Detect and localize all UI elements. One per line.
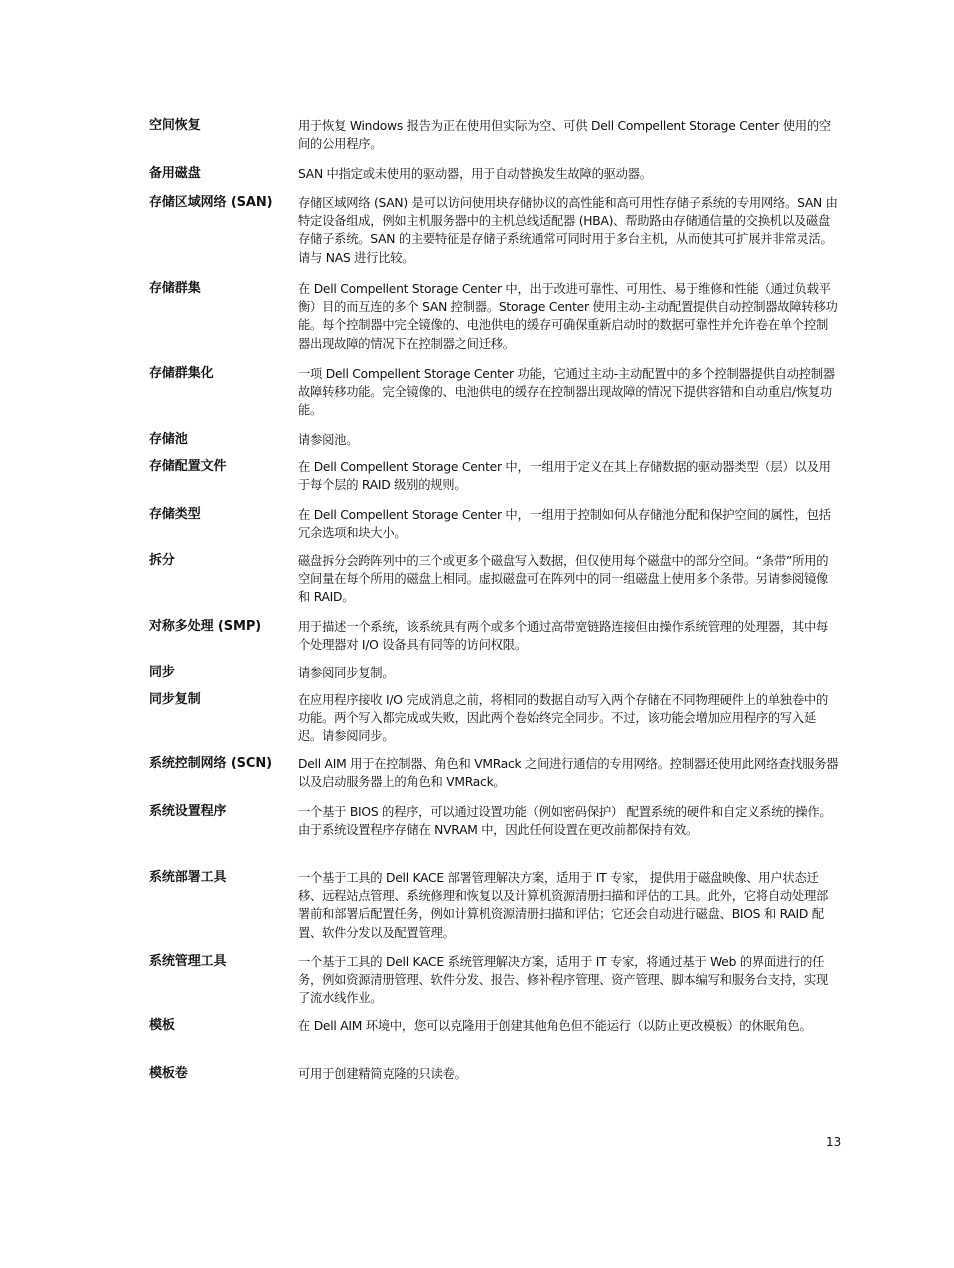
glossary-definition: 在 Dell Compellent Storage Center 中，出于改进可靠性、可用性、易于维修和性能（通过负载平衡）目的而互连的多个 SAN 控制器。Storage Center 使用主动-主动配置提供自动控制器故障转移功能。每个控制器中完全镜像的、电池供电的缓存可确保重新启动时的数据可靠性并允许卷在单个控制器出现故障的情况下在控制器之间迁移。 [298, 282, 838, 351]
glossary-definition: Dell AIM 用于在控制器、角色和 VMRack 之间进行通信的专用网络。控制器还使用此网络查找服务器以及启动服务器上的角色和 VMRack。 [298, 757, 839, 790]
glossary-definition: 一个基于工具的 Dell KACE 部署管理解决方案，适用于 IT 专家， 提供用于磁盘映像、用户状态迁移、远程站点管理、系统修理和恢复以及计算机资源清册扫描和评估的工具。此外，它将自动处理部署前和部署后配置任务，例如计算机资源清册扫描和评估；它还会自动进行磁盘、BIOS 和 RAID 配置、软件分发以及配置管理。 [298, 871, 829, 940]
glossary-entry [149, 953, 839, 1017]
glossary-entry [149, 194, 839, 280]
glossary-entry [149, 755, 839, 803]
glossary-entry [149, 165, 839, 194]
glossary-term: 系统部署工具 [149, 870, 227, 885]
glossary-term: 同步复制 [149, 692, 201, 707]
glossary-entry [149, 506, 839, 552]
glossary-entry [149, 552, 839, 618]
glossary-definition: 存储区域网络 (SAN) 是可以访问使用块存储协议的高性能和高可用性存储子系统的专用网络。SAN 由特定设备组成，例如主机服务器中的主机总线适配器 (HBA)、帮助路由存储通信量的交换机以及磁盘存储子系统。SAN 的主要特征是存储子系统通常可同时用于多台主机，从而使其可扩展并非常灵活。请与 NAS 进行比较。 [298, 196, 838, 265]
glossary-term: 存储群集 [149, 281, 201, 296]
glossary-definition: 一个基于工具的 Dell KACE 系统管理解决方案，适用于 IT 专家，将通过基于 Web 的界面进行的任务，例如资源清册管理、软件分发、报告、修补程序管理、资产管理、脚本编写和服务台支持，实现了流水线作业。 [298, 955, 829, 1006]
glossary-entry [149, 869, 839, 953]
glossary-term: 空间恢复 [149, 118, 201, 133]
glossary-term: 存储配置文件 [149, 459, 227, 474]
glossary-entry [149, 431, 839, 458]
glossary-term: 系统控制网络 (SCN) [149, 756, 272, 771]
glossary-term: 存储区域网络 (SAN) [149, 195, 273, 210]
glossary-term: 模板卷 [149, 1066, 188, 1081]
glossary-definition: 在 Dell Compellent Storage Center 中，一组用于控制如何从存储池分配和保护空间的属性，包括冗余选项和块大小。 [298, 508, 831, 541]
glossary-definition: 磁盘拆分会跨阵列中的三个或更多个磁盘写入数据，但仅使用每个磁盘中的部分空间。“条带”所用的空间量在每个所用的磁盘上相同。虚拟磁盘可在阵列中的同一组磁盘上使用多个条带。另请参阅镜像和 RAID。 [298, 554, 829, 605]
glossary-definition: 用于恢复 Windows 报告为正在使用但实际为空、可供 Dell Compellent Storage Center 使用的空间的公用程序。 [298, 119, 831, 152]
glossary-entry [149, 458, 839, 506]
glossary-entry [149, 1017, 839, 1065]
glossary-definition: 一项 Dell Compellent Storage Center 功能，它通过主动-主动配置中的多个控制器提供自动控制器故障转移功能。完全镜像的、电池供电的缓存在控制器出现故障的情况下提供容错和自动重启/恢复功能。 [298, 367, 835, 418]
glossary-term: 备用磁盘 [149, 166, 201, 181]
glossary-definition: 一个基于 BIOS 的程序，可以通过设置功能（例如密码保护） 配置系统的硬件和自定义系统的操作。由于系统设置程序存储在 NVRAM 中，因此任何设置在更改前都保持有效。 [298, 805, 832, 838]
glossary-definition: 用于描述一个系统，该系统具有两个或多个通过高带宽链路连接但由操作系统管理的处理器，其中每个处理器对 I/O 设备具有同等的访问权限。 [298, 620, 829, 653]
glossary-entry [149, 803, 839, 869]
glossary-term: 拆分 [149, 553, 175, 568]
glossary-term: 系统管理工具 [149, 954, 227, 969]
glossary-term: 存储类型 [149, 507, 201, 522]
glossary-definition: SAN 中指定或未使用的驱动器，用于自动替换发生故障的驱动器。 [298, 167, 652, 181]
glossary-definition: 请参阅池。 [298, 433, 359, 447]
glossary-definition: 在应用程序接收 I/O 完成消息之前，将相同的数据自动写入两个存储在不同物理硬件上的单独卷中的功能。两个写入都完成或失败，因此两个卷始终完全同步。不过，该功能会增加应用程序的写入延迟。请参阅同步。 [298, 693, 828, 744]
glossary-entry [149, 691, 839, 755]
glossary-term: 系统设置程序 [149, 804, 227, 819]
glossary-list [149, 117, 839, 1089]
glossary-entry [149, 280, 839, 365]
glossary-definition: 请参阅同步复制。 [298, 666, 395, 680]
glossary-definition: 在 Dell Compellent Storage Center 中，一组用于定义在其上存储数据的驱动器类型（层）以及用于每个层的 RAID 级别的规则。 [298, 460, 831, 493]
glossary-definition: 可用于创建精简克隆的只读卷。 [298, 1067, 467, 1081]
glossary-entry [149, 365, 839, 431]
glossary-term: 存储群集化 [149, 366, 214, 381]
page-number: 13 [826, 1135, 842, 1149]
glossary-definition: 在 Dell AIM 环境中，您可以克隆用于创建其他角色但不能运行（以防止更改模板）的休眠角色。 [298, 1019, 812, 1033]
glossary-term: 对称多处理 (SMP) [149, 619, 262, 634]
glossary-entry [149, 664, 839, 691]
glossary-term: 同步 [149, 665, 175, 680]
glossary-term: 模板 [149, 1018, 175, 1033]
glossary-entry [149, 1065, 839, 1089]
glossary-term: 存储池 [149, 432, 188, 447]
glossary-entry [149, 117, 839, 165]
glossary-entry [149, 618, 839, 664]
